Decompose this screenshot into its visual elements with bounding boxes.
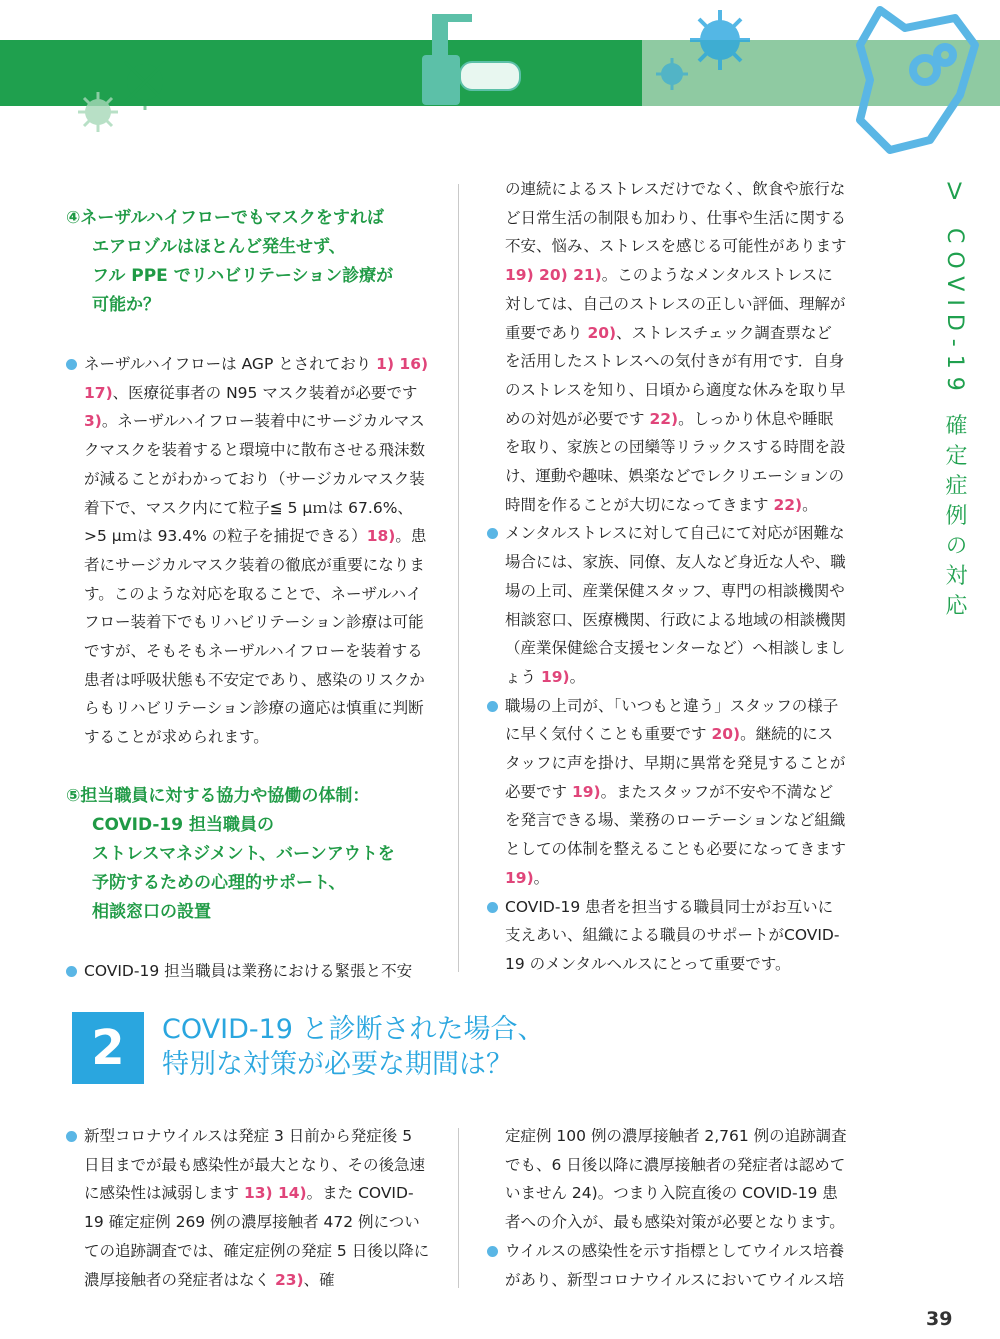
section2-right-column <box>487 1122 847 1294</box>
virus-icon <box>690 10 750 70</box>
paragraph-consultation: メンタルストレスに対して自己にて対応が困難な場合には、家族、同僚、友人など身近な人や、職場の上司、産業保健スタッフ、専門の相談機関や相談窓口、医療機関、行政による地域の相談機関（産業保健総合支援センターなど）へ相談しましょう 19)。 <box>487 519 847 691</box>
section-title-line: 特別な対策が必要な期間は？ <box>162 1049 513 1080</box>
reference: 19) <box>505 868 534 887</box>
heading-line: 予防するための心理的サポート、 <box>92 872 346 893</box>
hand-sanitizer-icon <box>422 14 472 105</box>
column-divider <box>458 1128 459 1288</box>
section-title-line: COVID-19 と診断された場合、 <box>162 1014 545 1045</box>
hand-washing-icon <box>860 10 975 150</box>
reference: 22) <box>649 409 679 428</box>
paragraph-infectivity-continued: 定症例 100 例の濃厚接触者 2,761 例の追跡調査でも、6 日後以降に濃厚接触者の発症者は認めていません 24)。つまり入院直後の COVID-19 患者への介入が、最も感染対策が必要となります。 <box>505 1127 847 1232</box>
reference: 18) <box>366 527 396 546</box>
virus-icon <box>117 54 173 110</box>
heading-line: エアロゾルはほとんど発生せず、 <box>92 237 346 257</box>
virus-icon <box>656 58 688 90</box>
paragraph-stress-continued: の連続によるストレスだけでなく、飲食や旅行など日常生活の制限も加わり、仕事や生活に関する不安、悩み、ストレスを感じる可能性があります 19) 20) 21)。このようなメンタルストレスに対しては、自己のストレスの正しい評価、理解が重要であり 20)、ストレスチェック調査票などを活用したストレスへの気付きが有用です．自身のストレスを知り、日頃から適度な休みを取り早めの対処が必要です 22)。しっかり休息や睡眠を取り、家族との団欒等リラックスする時間を設け、運動や趣味、娯楽などでレクリエーションの時間を作ることが大切になってきます 22)。 <box>505 180 847 514</box>
reference: 20) <box>587 323 617 342</box>
heading-line: フル PPE でリハビリテーション診療が <box>92 266 394 286</box>
reference: 19) 20) 21) <box>505 266 602 285</box>
paragraph-infectivity: 新型コロナウイルスは発症 3 日前から発症後 5 日目までが最も感染性が最大となり、その後急速に感染性は減弱します 13) 14)。また COVID-19 確定症例 269 例の濃厚接触者 472 例についての追跡調査では、確定症例の発症 5 日後以降に濃厚接触者の発症者はなく 23)、確 <box>66 1122 431 1294</box>
heading-line: COVID-19 担当職員の <box>92 814 275 835</box>
reference: 1) 16) 17) <box>84 355 429 402</box>
reference: 20) <box>711 725 741 744</box>
left-column <box>66 204 431 986</box>
paragraph-mutual-support: COVID-19 患者を担当する職員同士がお互いに支えあい、組織による職員のサポートがCOVID-19 のメンタルヘルスにとって重要です。 <box>487 893 847 979</box>
page-number: 39 <box>926 1308 953 1330</box>
column-divider <box>458 184 459 972</box>
reference: 19) <box>571 782 601 801</box>
side-chapter-title: Ⅴ COVID-19 確定症例の対応 <box>942 180 967 624</box>
paragraph-supervisor: 職場の上司が、「いつもと違う」スタッフの様子に早く気付くことも重要です 20)。継続的にスタッフに声を掛け、早期に異常を発見することが必要です 19)。またスタッフが不安や不満などを発言できる場、業務のローテーションなど組織としての体制を整えることも必要になってきます 19)。 <box>487 692 847 893</box>
heading-line: ④ネーザルハイフローでもマスクをすれば <box>66 208 384 228</box>
virus-icon <box>78 92 118 132</box>
heading-5 <box>66 782 431 927</box>
heading-line: 可能か？ <box>92 295 160 315</box>
paragraph-virus-culture: ウイルスの感染性を示す指標としてウイルス培養があり、新型コロナウイルスにおいてウイルス培 <box>487 1237 847 1294</box>
section2-left-column <box>66 1122 431 1294</box>
reference: 22) <box>773 495 803 514</box>
reference: 19) <box>540 667 570 686</box>
reference: 13) 14) <box>243 1184 307 1203</box>
right-column <box>487 175 847 979</box>
reference: 23) <box>274 1270 304 1289</box>
reference: 3) <box>84 412 102 431</box>
heading-line: ストレスマネジメント、バーンアウトを <box>92 843 395 864</box>
header-decoration <box>0 0 1000 170</box>
heading-line: ⑤担当職員に対する協力や協働の体制： <box>66 785 370 806</box>
section-number: 2 <box>72 1012 144 1084</box>
paragraph-staff-stress: COVID-19 担当職員は業務における緊張と不安 <box>66 957 431 986</box>
heading-line: 相談窓口の設置 <box>92 901 211 922</box>
hand-washing-icon <box>460 62 520 90</box>
paragraph-nasal-high-flow: ネーザルハイフローは AGP とされており 1) 16) 17)、医療従事者の N95 マスク装着が必要です 3)。ネーザルハイフロー装着中にサージカルマスクマスクを装着すると環境中に散布させる飛沫数が減ることがわかっており（サージカルマスク装着下で、マスク内にて粒子≦ 5 μｍは 67.6%、>5 μｍは 93.4% の粒子を捕捉できる）18)。患者にサージカルマスク装着の徹底が重要になります。このような対応を取ることで、ネーザルハイフロー装着下でもリハビリテーション診療は可能ですが、そもそもネーザルハイフローを装着する患者は呼吸状態も不安定であり、感染のリスクからもリハビリテーション診療の適応は慎重に判断することが求められます。 <box>66 350 431 752</box>
section-title <box>162 1012 545 1082</box>
heading-4 <box>66 204 431 320</box>
